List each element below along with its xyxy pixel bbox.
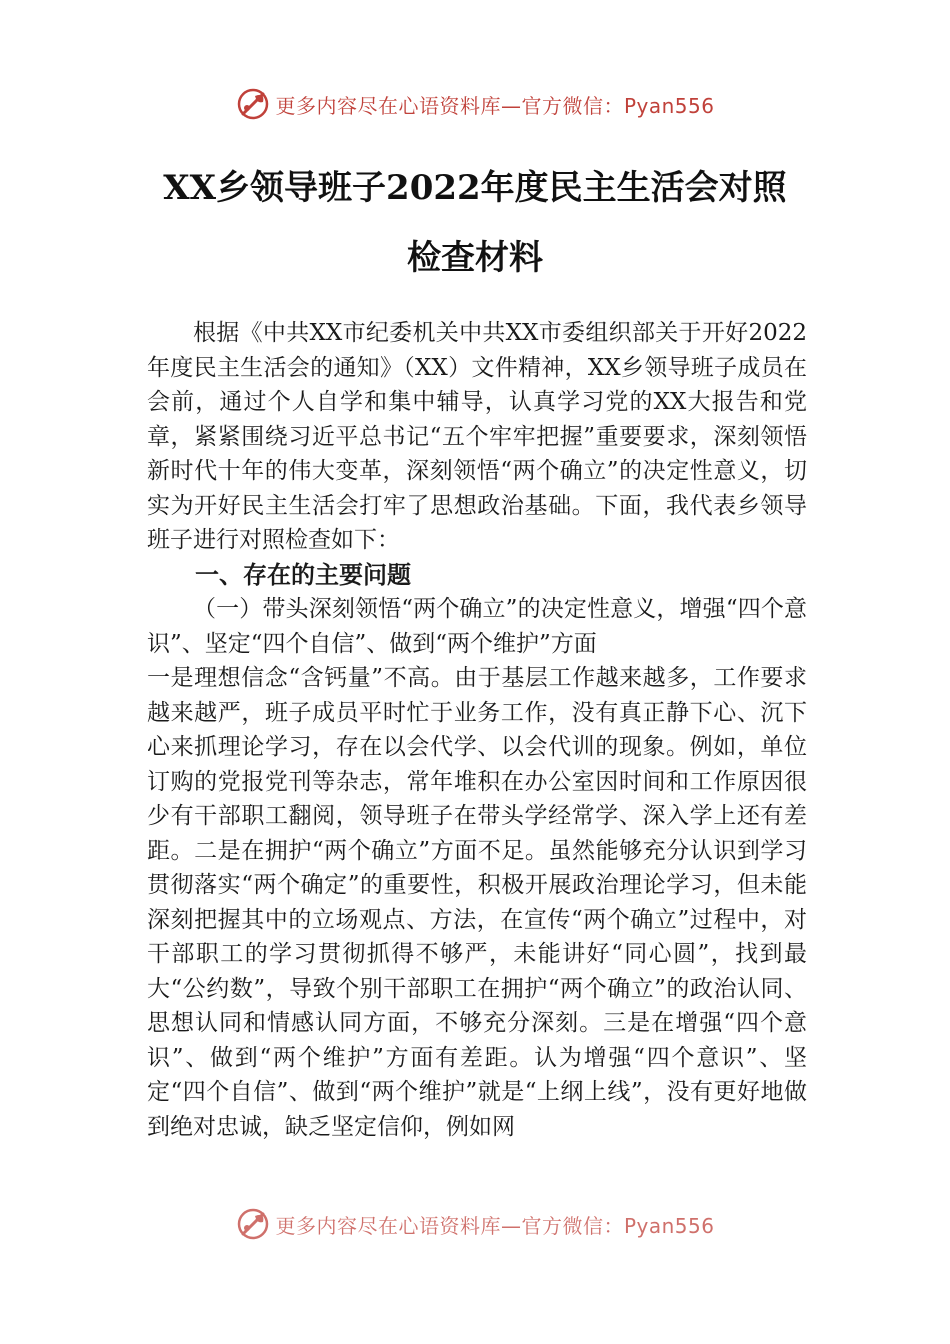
document-title-line2: 检查材料 [407,238,543,278]
document-body [147,316,807,1144]
quill-seal-icon [235,86,271,122]
quill-seal-icon [235,1206,271,1242]
intro-paragraph: 根据《中共XX市纪委机关中共XX市委组织部关于开好2022年度民主生活会的通知》（XX）文件精神，XX乡领导班子成员在会前，通过个人自学和集中辅导，认真学习党的XX大报告和党章，紧紧围绕习近平总书记“五个牢牢把握”重要要求，深刻领悟新时代十年的伟大变革，深刻领悟“两个确立”的决定性意义，切实为开好民主生活会打牢了思想政治基础。下面，我代表乡领导班子进行对照检查如下： [147,320,807,553]
watermark-text: 更多内容尽在心语资料库—官方微信：Pyan556 [275,1213,715,1238]
watermark-text: 更多内容尽在心语资料库—官方微信：Pyan556 [275,93,715,118]
subsection-heading: （一）带头深刻领悟“两个确立”的决定性意义，增强“四个意识”、坚定“四个自信”、做到“两个维护”方面 [147,596,807,657]
watermark-banner-bottom [0,1204,950,1244]
document-title-line1: XX乡领导班子2022年度民主生活会对照 [163,168,787,208]
body-paragraph: 一是理想信念“含钙量”不高。由于基层工作越来越多，工作要求越来越严，班子成员平时忙于业务工作，没有真正静下心、沉下心来抓理论学习，存在以会代学、以会代训的现象。例如，单位订购的党报党刊等杂志，常年堆积在办公室因时间和工作原因很少有干部职工翻阅，领导班子在带头学经常学、深入学上还有差距。二是在拥护“两个确立”方面不足。虽然能够充分认识到学习贯彻落实“两个确定”的重要性，积极开展政治理论学习，但未能深刻把握其中的立场观点、方法，在宣传“两个确立”过程中，对干部职工的学习贯彻抓得不够严，未能讲好“同心圆”，找到最大“公约数”，导致个别干部职工在拥护“两个确立”的政治认同、思想认同和情感认同方面，不够充分深刻。三是在增强“四个意识”、做到“两个维护”方面有差距。认为增强“四个意识”、坚定“四个自信”、做到“两个维护”就是“上纲上线”，没有更好地做到绝对忠诚，缺乏坚定信仰，例如网 [147,665,807,1140]
section-heading: 一、存在的主要问题 [195,560,411,589]
watermark-banner-top [0,84,950,124]
